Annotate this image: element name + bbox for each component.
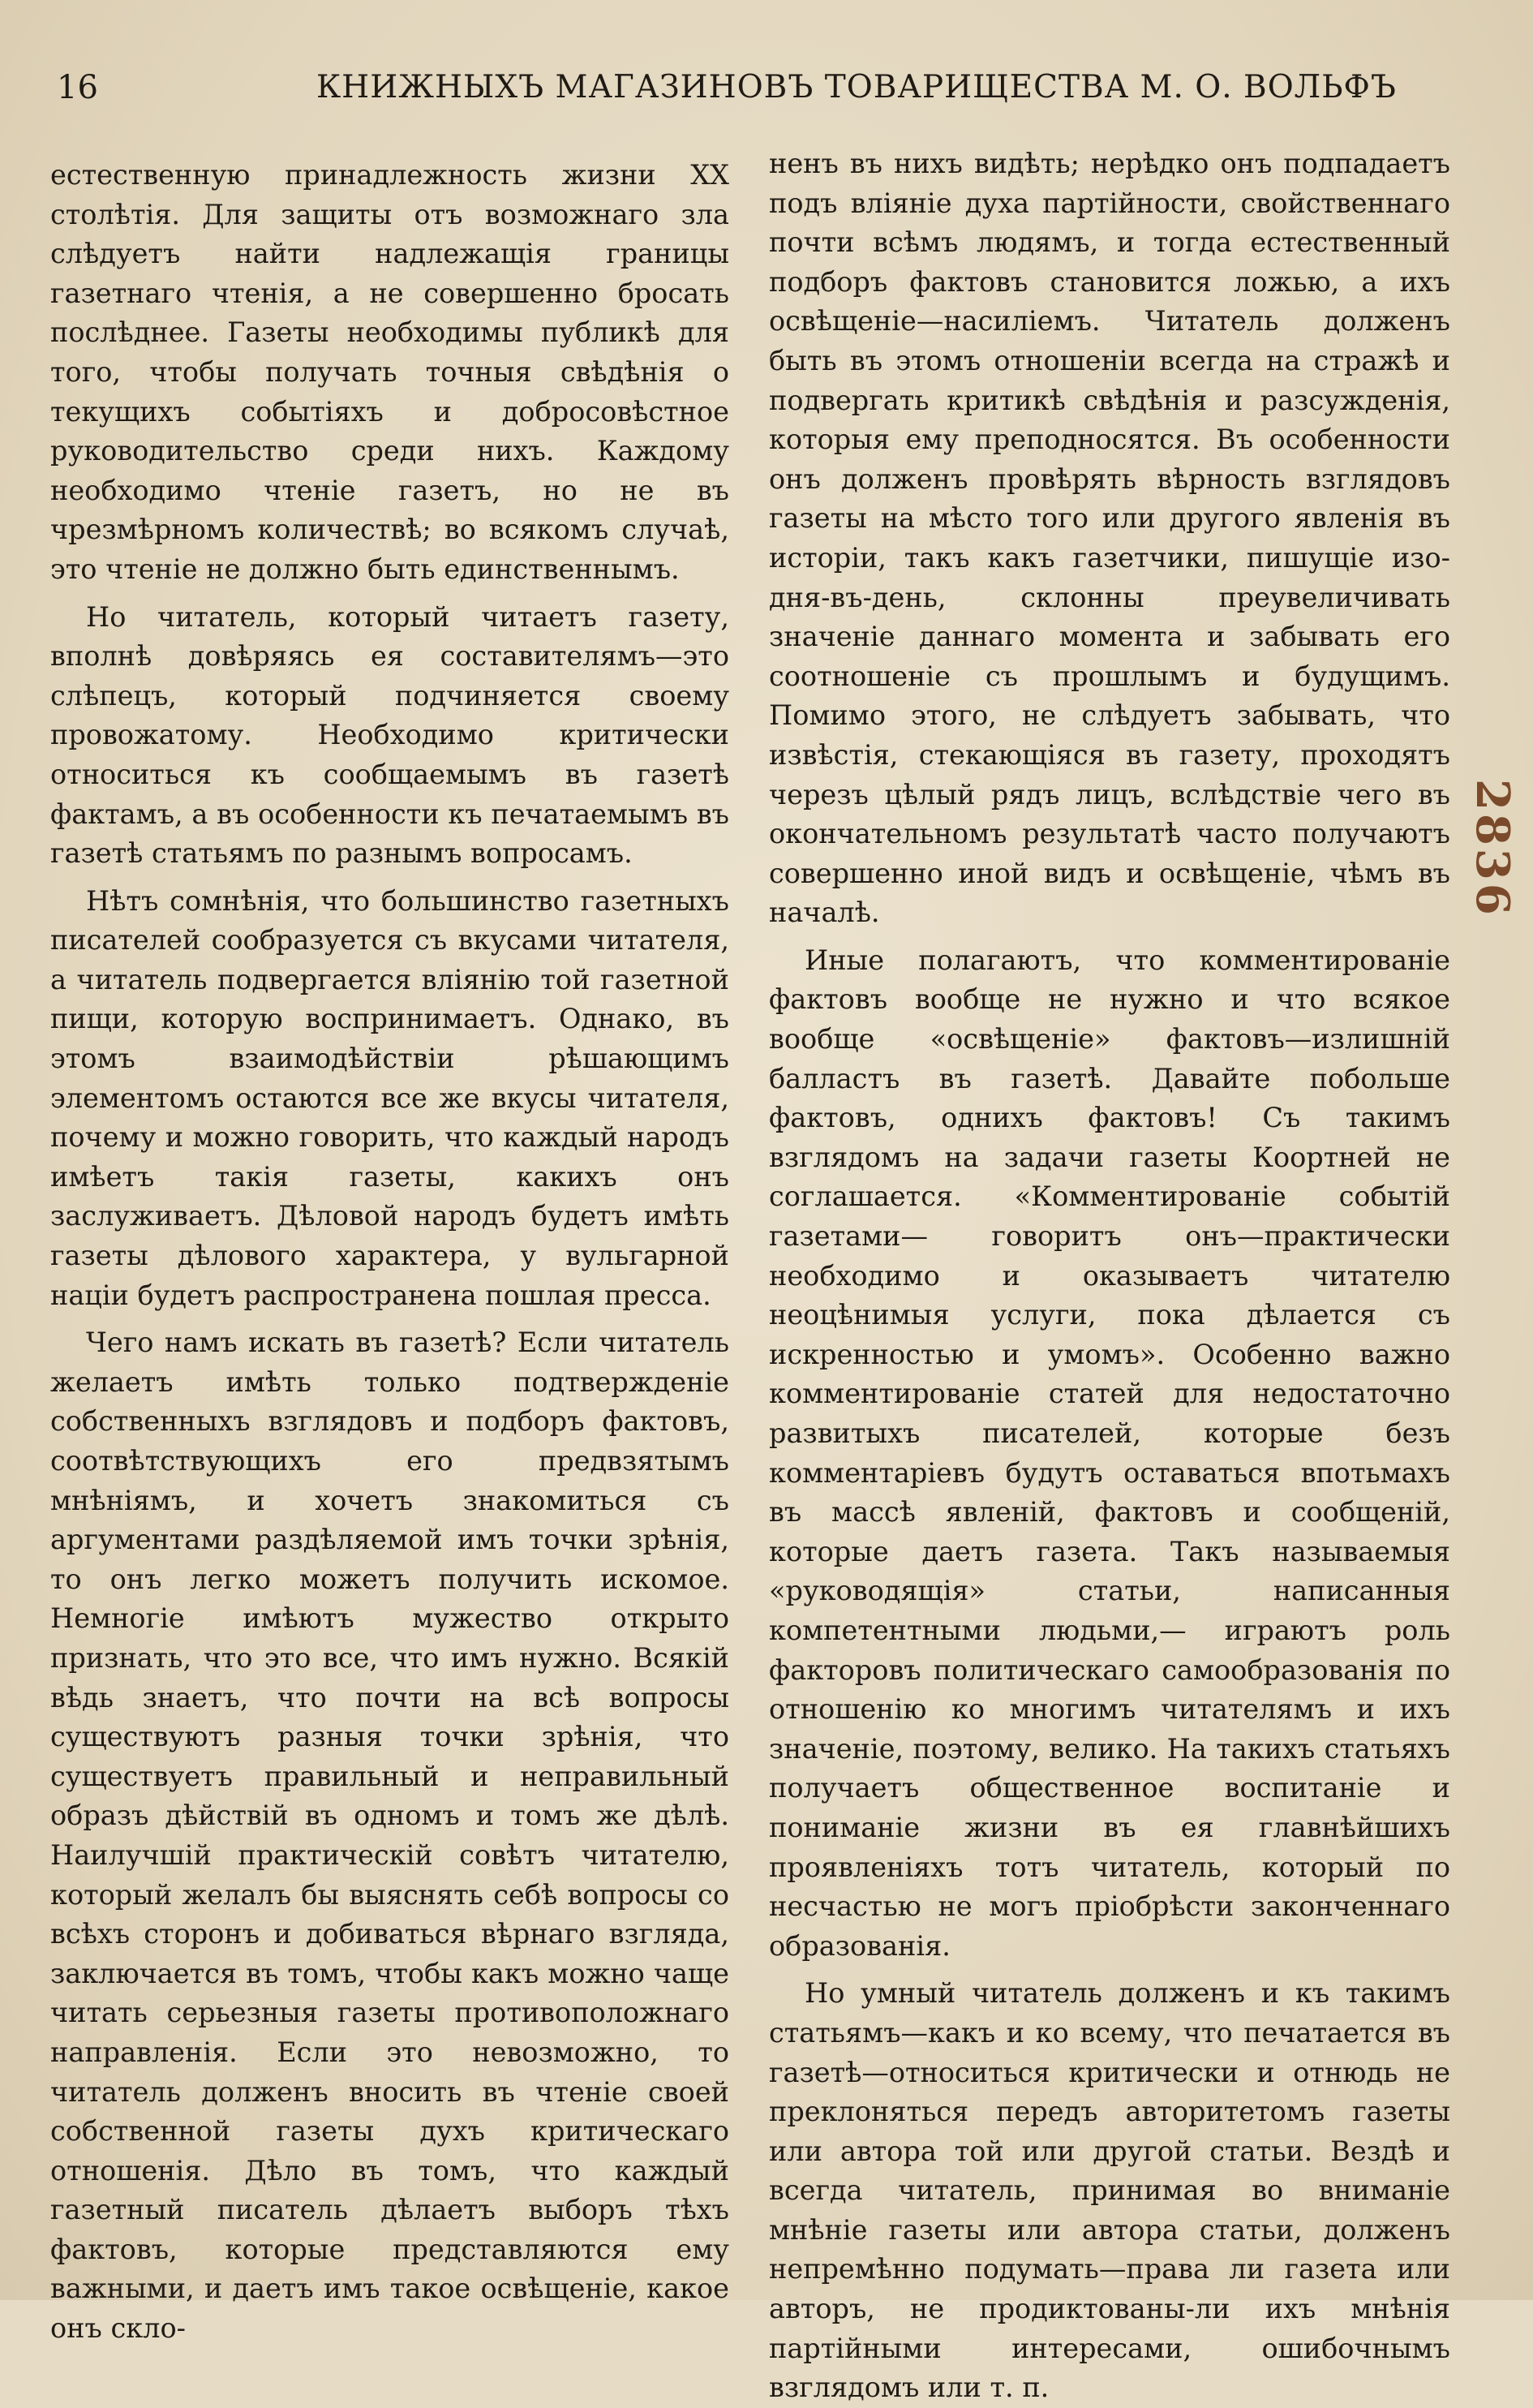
page-header xyxy=(57,63,1476,112)
running-head: КНИЖНЫХЪ МАГАЗИНОВЪ ТОВАРИЩЕСТВА М. О. ВОЛЬФЪ xyxy=(316,69,1397,105)
paragraph: ненъ въ нихъ видѣть; нерѣдко онъ подпадаетъ подъ вліяніе духа партійности, свойственнаго почти всѣмъ людямъ, и тогда естественный подборъ фактовъ становится ложью, а ихъ освѣщеніе—насиліемъ. Читатель долженъ быть въ этомъ отношеніи всегда на стражѣ и подвергать критикѣ свѣдѣнія и разсужденія, которыя ему преподносятся. Въ особенности онъ долженъ провѣрять вѣрность взглядовъ газеты на мѣсто того или другого явленія въ исторіи, такъ какъ газетчики, пишущіе изо-дня-въ-день, склонны преувеличивать значеніе даннаго момента и забывать его соотношеніе съ прошлымъ и будущимъ. Помимо этого, не слѣдуетъ забывать, что извѣстія, стекающіяся въ газету, проходятъ черезъ цѣлый рядъ лицъ, вслѣдствіе чего въ окончательномъ результатѣ часто получаютъ совершенно иной видъ и освѣщеніе, чѣмъ въ началѣ. xyxy=(769,148,1450,929)
margin-note-text: 2836 xyxy=(1466,779,1519,918)
paragraph: Иные полагаютъ, что комментированіе фактовъ вообще не нужно и что всякое вообще «освѣщеніе» фактовъ—излишній балластъ въ газетѣ. Давайте побольше фактовъ, однихъ фактовъ! Съ такимъ взглядомъ на задачи газеты Коортней не соглашается. «Комментированіе событій газетами— говоритъ онъ—практически необходимо и оказываетъ читателю неоцѣнимыя услуги, пока дѣлается съ искренностью и умомъ». Особенно важно комментированіе статей для недостаточно развитыхъ писателей, которые безъ комментаріевъ будутъ оставаться впотьмахъ въ массѣ явленій, фактовъ и сообщеній, которые даетъ газета. Такъ называемыя «руководящія» статьи, написанныя компетентными людьми,— играютъ роль факторовъ политическаго самообразованія по отношенію ко многимъ читателямъ и ихъ значеніе, поэтому, велико. На такихъ статьяхъ получаетъ общественное воспитаніе и пониманіе жизни въ ея главнѣйшихъ проявленіяхъ тотъ читатель, который по несчастью не могъ пріобрѣсти законченнаго образованія. xyxy=(769,944,1450,1962)
paragraph: Но умный читатель долженъ и къ такимъ статьямъ—какъ и ко всему, что печатается въ газетѣ—относиться критически и отнюдь не преклоняться передъ авторитетомъ газеты или автора той или другой статьи. Вездѣ и всегда читатель, принимая во вниманіе мнѣніе газеты или автора статьи, долженъ непремѣнно подумать—права ли газета или авторъ, не продиктованы-ли ихъ мнѣнія партійными интересами, ошибочнымъ взглядомъ или т. п. xyxy=(769,1977,1450,2404)
page-number: 16 xyxy=(57,69,98,106)
paragraph: Чего намъ искать въ газетѣ? Если читатель желаетъ имѣть только подтвержденіе собственныхъ взглядовъ и подборъ фактовъ, соотвѣтствующихъ его предвзятымъ мнѣніямъ, и хочетъ знакомиться съ аргументами раздѣляемой имъ точки зрѣнія, то онъ легко можетъ получить искомое. Немногіе имѣютъ мужество открыто признать, что это все, что имъ нужно. Всякій вѣдь знаетъ, что почти на всѣ вопросы существуютъ разныя точки зрѣнія, что существуетъ правильный и неправильный образъ дѣйствій въ одномъ и томъ же дѣлѣ. Наилучшій практическій совѣтъ читателю, который желалъ бы выяснять себѣ вопросы со всѣхъ сторонъ и добиваться вѣрнаго взгляда, заключается въ томъ, чтобы какъ можно чаще читать серьезныя газеты противоположнаго направленія. Если это невозможно, то читатель долженъ вносить въ чтеніе своей собственной газеты духъ критическаго отношенія. Дѣло въ томъ, что каждый газетный писатель дѣлаетъ выборъ тѣхъ фактовъ, которые представляются ему важными, и даетъ имъ такое освѣщеніе, какое онъ скло- xyxy=(50,1327,729,2345)
paragraph: Но читатель, который читаетъ газету, вполнѣ довѣряясь ея составителямъ—это слѣпецъ, который подчиняется своему провожатому. Необходимо критически относиться къ сообщаемымъ въ газетѣ фактамъ, а въ особенности къ печатаемымъ въ газетѣ статьямъ по разнымъ вопросамъ. xyxy=(50,600,729,870)
paragraph: Нѣтъ сомнѣнія, что большинство газетныхъ писателей сообразуется съ вкусами читателя, а читатель подвергается вліянію той газетной пищи, которую воспринимаетъ. Однако, въ этомъ взаимодѣйствіи рѣшающимъ элементомъ остаются все же вкусы читателя, почему и можно говорить, что каждый народъ имѣетъ такія газеты, какихъ онъ заслуживаетъ. Дѣловой народъ будетъ имѣть газеты дѣлового характера, у вульгарной націи будетъ распространена пошлая пресса. xyxy=(50,884,729,1311)
handwritten-margin-note xyxy=(1460,779,1525,1030)
right-column xyxy=(769,144,1450,2408)
left-column xyxy=(50,156,729,2349)
paragraph: естественную принадлежность жизни XX столѣтія. Для защиты отъ возможнаго зла слѣдуетъ найти надлежащія границы газетнаго чтенія, а не совершенно бросать послѣднее. Газеты необходимы публикѣ для того, чтобы получать точныя свѣдѣнія о текущихъ событіяхъ и добросовѣстное руководительство среди нихъ. Каждому необходимо чтеніе газетъ, но не въ чрезмѣрномъ количествѣ; во всякомъ случаѣ, это чтеніе не должно быть единственнымъ. xyxy=(50,159,729,585)
